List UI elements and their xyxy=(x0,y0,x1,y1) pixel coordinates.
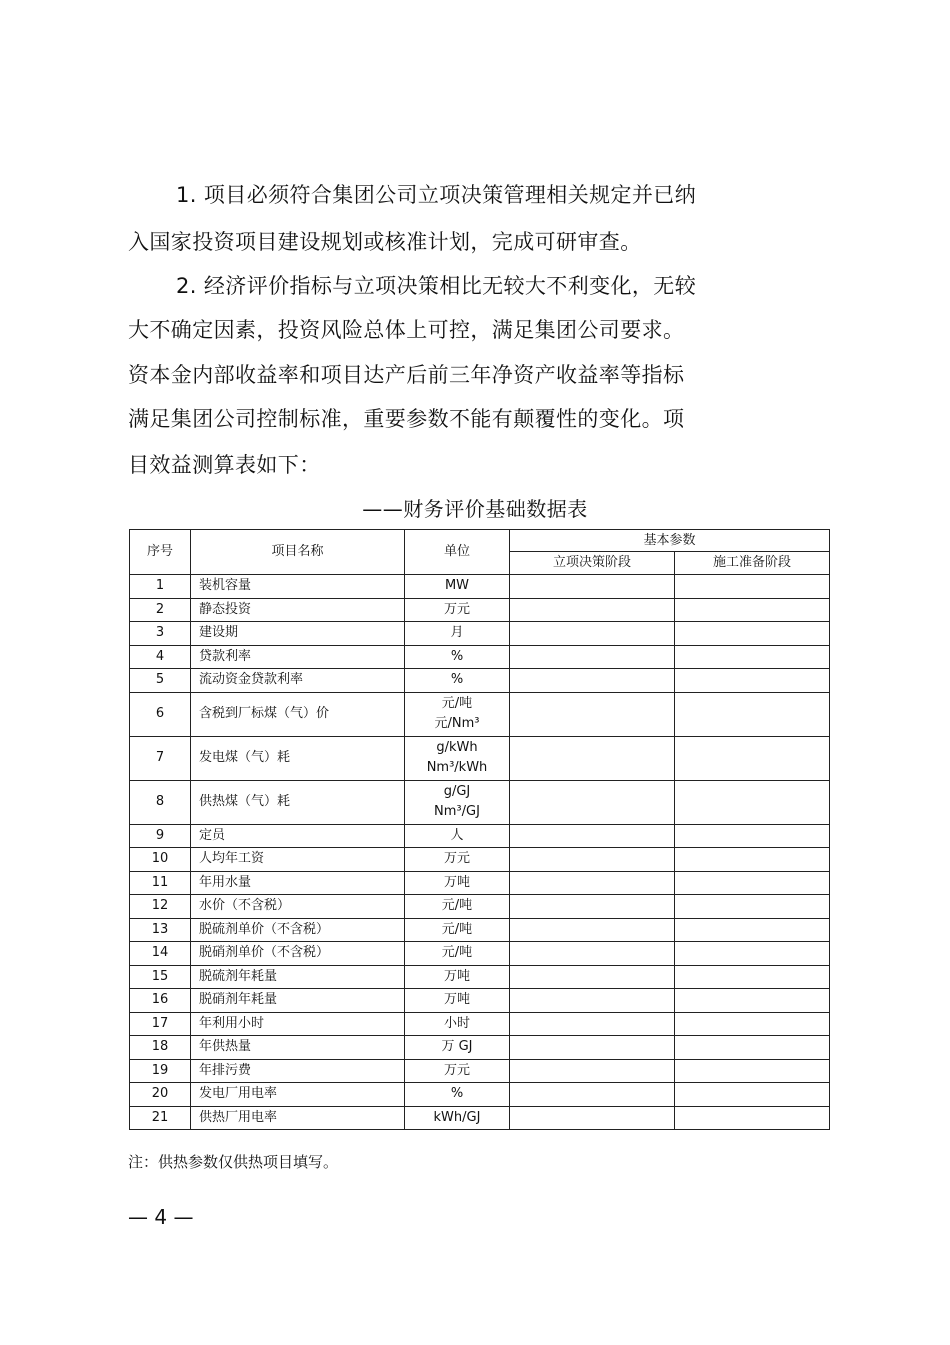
cell-stage-construction[interactable] xyxy=(675,871,830,895)
table-note: 注：供热参数仅供热项目填写。 xyxy=(128,1153,339,1171)
unit-text: 万元 xyxy=(443,1062,470,1078)
cell-stage-decision[interactable] xyxy=(510,895,675,919)
row-item-name: 发电煤（气）耗 xyxy=(191,736,405,780)
row-number: 2 xyxy=(130,598,191,622)
table-row xyxy=(130,622,830,646)
cell-stage-decision[interactable] xyxy=(510,780,675,824)
row-item-name: 建设期 xyxy=(191,622,405,646)
cell-stage-decision[interactable] xyxy=(510,848,675,872)
row-item-name: 供热煤（气）耗 xyxy=(191,780,405,824)
header-unit: 单位 xyxy=(405,530,510,575)
row-number: 6 xyxy=(130,692,191,736)
row-item-name: 脱硫剂年耗量 xyxy=(191,965,405,989)
cell-stage-decision[interactable] xyxy=(510,989,675,1013)
row-number: 4 xyxy=(130,645,191,669)
row-item-name: 年供热量 xyxy=(191,1036,405,1060)
cell-stage-decision[interactable] xyxy=(510,1106,675,1130)
table-row xyxy=(130,736,830,780)
row-item-name: 供热厂用电率 xyxy=(191,1106,405,1130)
unit-text: g/kWh xyxy=(436,740,478,755)
cell-stage-decision[interactable] xyxy=(510,669,675,693)
unit-text: 万元 xyxy=(443,601,470,617)
unit-text: 元/吨 xyxy=(441,945,473,961)
cell-stage-construction[interactable] xyxy=(675,1083,830,1107)
row-unit xyxy=(405,895,510,919)
row-number: 21 xyxy=(130,1106,191,1130)
row-item-name: 定员 xyxy=(191,824,405,848)
cell-stage-decision[interactable] xyxy=(510,1083,675,1107)
table-row xyxy=(130,824,830,848)
header-params: 基本参数 xyxy=(510,530,830,552)
row-number: 7 xyxy=(130,736,191,780)
row-number: 5 xyxy=(130,669,191,693)
cell-stage-decision[interactable] xyxy=(510,918,675,942)
row-number: 13 xyxy=(130,918,191,942)
unit-text: 万吨 xyxy=(443,968,470,984)
row-number: 14 xyxy=(130,942,191,966)
cell-stage-decision[interactable] xyxy=(510,645,675,669)
unit-text: 元/吨 xyxy=(441,696,473,711)
table-row xyxy=(130,942,830,966)
table-title: ——财务评价基础数据表 xyxy=(362,497,588,521)
unit-text: kWh/GJ xyxy=(433,1109,481,1125)
row-item-name: 年利用小时 xyxy=(191,1012,405,1036)
row-unit xyxy=(405,780,510,824)
unit-text: 万 GJ xyxy=(441,1039,473,1055)
row-item-name: 静态投资 xyxy=(191,598,405,622)
row-item-name: 年用水量 xyxy=(191,871,405,895)
cell-stage-construction[interactable] xyxy=(675,575,830,599)
row-item-name: 脱硝剂单价（不含税） xyxy=(191,942,405,966)
table-body xyxy=(130,575,830,1130)
page-number: — 4 — xyxy=(128,1205,194,1229)
row-number: 18 xyxy=(130,1036,191,1060)
cell-stage-construction[interactable] xyxy=(675,1106,830,1130)
row-unit xyxy=(405,1059,510,1083)
paragraph-line-6: 满足集团公司控制标准，重要参数不能有颠覆性的变化。项 xyxy=(128,407,685,431)
cell-stage-decision[interactable] xyxy=(510,1036,675,1060)
header-seq: 序号 xyxy=(130,530,191,575)
row-item-name: 人均年工资 xyxy=(191,848,405,872)
table-row xyxy=(130,1083,830,1107)
unit-text: 元/Nm³ xyxy=(434,716,480,731)
paragraph-line-1: 1. 项目必须符合集团公司立项决策管理相关规定并已纳 xyxy=(176,183,697,207)
table-row xyxy=(130,1012,830,1036)
row-unit xyxy=(405,1083,510,1107)
cell-stage-decision[interactable] xyxy=(510,1012,675,1036)
row-unit xyxy=(405,1036,510,1060)
unit-text: 元/吨 xyxy=(441,921,473,937)
unit-text: % xyxy=(450,648,464,664)
row-item-name: 含税到厂标煤（气）价 xyxy=(191,692,405,736)
row-number: 19 xyxy=(130,1059,191,1083)
cell-stage-decision[interactable] xyxy=(510,575,675,599)
table-row xyxy=(130,848,830,872)
row-unit xyxy=(405,918,510,942)
row-item-name: 贷款利率 xyxy=(191,645,405,669)
cell-stage-construction[interactable] xyxy=(675,824,830,848)
row-item-name: 发电厂用电率 xyxy=(191,1083,405,1107)
cell-stage-decision[interactable] xyxy=(510,871,675,895)
row-item-name: 年排污费 xyxy=(191,1059,405,1083)
table-row xyxy=(130,692,830,736)
row-unit xyxy=(405,645,510,669)
row-unit xyxy=(405,989,510,1013)
table-row xyxy=(130,871,830,895)
row-number: 15 xyxy=(130,965,191,989)
cell-stage-construction[interactable] xyxy=(675,1059,830,1083)
unit-text: 月 xyxy=(450,625,464,641)
row-unit xyxy=(405,965,510,989)
unit-text: 万元 xyxy=(443,851,470,867)
row-unit xyxy=(405,736,510,780)
header-stage-construction: 施工准备阶段 xyxy=(675,552,830,575)
cell-stage-decision[interactable] xyxy=(510,824,675,848)
row-number: 20 xyxy=(130,1083,191,1107)
cell-stage-construction[interactable] xyxy=(675,1012,830,1036)
paragraph-line-3: 2. 经济评价指标与立项决策相比无较大不利变化，无较 xyxy=(176,274,697,298)
row-item-name: 装机容量 xyxy=(191,575,405,599)
row-number: 12 xyxy=(130,895,191,919)
table-row xyxy=(130,1106,830,1130)
row-number: 11 xyxy=(130,871,191,895)
cell-stage-construction[interactable] xyxy=(675,669,830,693)
row-number: 3 xyxy=(130,622,191,646)
row-unit xyxy=(405,824,510,848)
header-name: 项目名称 xyxy=(191,530,405,575)
row-item-name: 流动资金贷款利率 xyxy=(191,669,405,693)
row-unit xyxy=(405,669,510,693)
cell-stage-construction[interactable] xyxy=(675,622,830,646)
cell-stage-decision[interactable] xyxy=(510,736,675,780)
unit-text: 万吨 xyxy=(443,992,470,1008)
cell-stage-construction[interactable] xyxy=(675,942,830,966)
row-number: 1 xyxy=(130,575,191,599)
row-unit xyxy=(405,942,510,966)
table-row xyxy=(130,1059,830,1083)
unit-text: g/GJ xyxy=(443,784,471,799)
cell-stage-construction[interactable] xyxy=(675,645,830,669)
row-unit xyxy=(405,1012,510,1036)
row-unit xyxy=(405,848,510,872)
table-row xyxy=(130,1036,830,1060)
unit-text: % xyxy=(450,672,464,688)
cell-stage-construction[interactable] xyxy=(675,780,830,824)
row-number: 9 xyxy=(130,824,191,848)
cell-stage-construction[interactable] xyxy=(675,989,830,1013)
unit-text: 人 xyxy=(450,827,464,843)
cell-stage-decision[interactable] xyxy=(510,965,675,989)
unit-text: 万吨 xyxy=(443,874,470,890)
paragraph-line-7: 目效益测算表如下： xyxy=(128,453,321,477)
cell-stage-construction[interactable] xyxy=(675,918,830,942)
unit-text: % xyxy=(450,1086,464,1102)
cell-stage-construction[interactable] xyxy=(675,1036,830,1060)
table-row xyxy=(130,598,830,622)
cell-stage-decision[interactable] xyxy=(510,622,675,646)
table-row xyxy=(130,895,830,919)
table-row xyxy=(130,918,830,942)
row-unit xyxy=(405,1106,510,1130)
unit-text: MW xyxy=(444,578,470,594)
row-number: 16 xyxy=(130,989,191,1013)
unit-text: Nm³/GJ xyxy=(434,804,480,819)
table-row xyxy=(130,989,830,1013)
row-number: 10 xyxy=(130,848,191,872)
table-row xyxy=(130,965,830,989)
row-item-name: 脱硝剂年耗量 xyxy=(191,989,405,1013)
row-unit xyxy=(405,871,510,895)
cell-stage-construction[interactable] xyxy=(675,736,830,780)
row-item-name: 脱硫剂单价（不含税） xyxy=(191,918,405,942)
paragraph-line-2: 入国家投资项目建设规划或核准计划，完成可研审查。 xyxy=(128,230,642,254)
header-stage-decision: 立项决策阶段 xyxy=(510,552,675,575)
paragraph-line-4: 大不确定因素，投资风险总体上可控，满足集团公司要求。 xyxy=(128,318,685,342)
table-row xyxy=(130,575,830,599)
cell-stage-construction[interactable] xyxy=(675,965,830,989)
cell-stage-construction[interactable] xyxy=(675,692,830,736)
cell-stage-decision[interactable] xyxy=(510,1059,675,1083)
row-unit xyxy=(405,575,510,599)
row-unit xyxy=(405,598,510,622)
unit-text: 小时 xyxy=(443,1015,470,1031)
row-number: 8 xyxy=(130,780,191,824)
row-number: 17 xyxy=(130,1012,191,1036)
table-row xyxy=(130,669,830,693)
table-row xyxy=(130,780,830,824)
cell-stage-decision[interactable] xyxy=(510,598,675,622)
cell-stage-construction[interactable] xyxy=(675,848,830,872)
row-unit xyxy=(405,622,510,646)
table-row xyxy=(130,645,830,669)
paragraph-line-5: 资本金内部收益率和项目达产后前三年净资产收益率等指标 xyxy=(128,363,685,387)
financial-data-table xyxy=(129,529,830,1130)
row-unit xyxy=(405,692,510,736)
unit-text: 元/吨 xyxy=(441,898,473,914)
cell-stage-construction[interactable] xyxy=(675,598,830,622)
row-item-name: 水价（不含税） xyxy=(191,895,405,919)
cell-stage-decision[interactable] xyxy=(510,942,675,966)
unit-text: Nm³/kWh xyxy=(426,760,488,775)
cell-stage-decision[interactable] xyxy=(510,692,675,736)
cell-stage-construction[interactable] xyxy=(675,895,830,919)
